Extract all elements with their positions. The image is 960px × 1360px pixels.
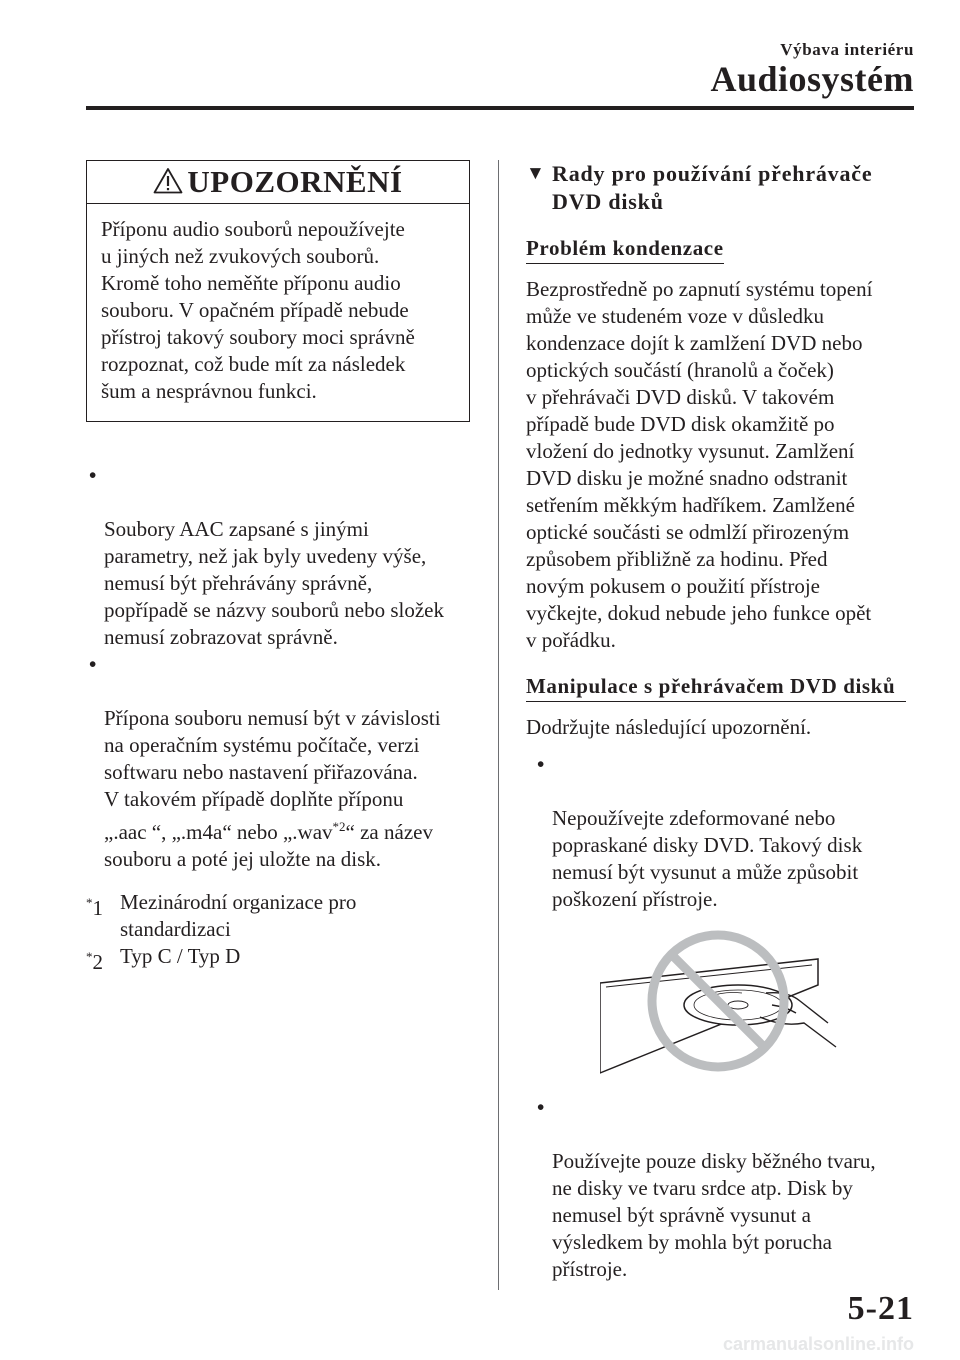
caution-title: UPOZORNĚNÍ xyxy=(187,164,403,199)
handling-bullet-list-2 xyxy=(526,1094,910,1283)
list-item xyxy=(86,462,470,651)
condensation-text: Bezprostředně po zapnutí systému topení může ve studeném voze v důsledku kondenzace dojít k zamlžení DVD nebo optických součástí (hranolů a čoček) v přehrávači DVD disků. V takovém případě bude DVD disk okamžitě po vložení do jednotky vysunut. Zamlžení DVD disku je možné snadno odstranit setřením měkkým hadříkem. Zamlžené optické součásti se odmlží přirozeným způsobem přibližně za hodinu. Před novým pokusem o použití přístroje vyčkejte, dokud nebude jeho funkce opět v pořádku. xyxy=(526,277,873,652)
section-title xyxy=(526,160,910,216)
footnotes xyxy=(86,889,470,976)
footnote-text: Typ C / Typ D xyxy=(120,944,241,968)
handling-intro: Dodržujte následující upozornění. xyxy=(526,715,812,739)
footnote-mark: *2 xyxy=(86,949,103,974)
bullet-icon: • xyxy=(537,752,545,776)
no-deformed-disc-icon xyxy=(600,927,844,1075)
bullet-icon: • xyxy=(89,463,97,487)
caution-box xyxy=(86,160,470,422)
triangle-marker-icon: ▼ xyxy=(526,163,546,184)
warning-triangle-icon xyxy=(153,167,183,194)
list-item-text-end: “ za název souboru a poté jej uložte na disk. xyxy=(104,820,433,871)
footnote-ref: *2 xyxy=(332,819,346,834)
list-item-text-start: Přípona souboru nemusí být v závislosti na operačním systému počítače, verzi softwaru nebo nastavení přiřazována. V takovém případě doplňte příponu „.aac “, „.m4a“ nebo „.wav xyxy=(104,706,441,844)
column-divider xyxy=(498,160,499,1290)
list-item-text: Soubory AAC zapsané s jinými parametry, než jak byly uvedeny výše, nemusí být přehrávány správně, popřípadě se názvy souborů nebo složek nemusí zobrazovat správně. xyxy=(104,517,444,649)
section-title-text: Rady pro používání přehrávače DVD disků xyxy=(552,161,873,214)
list-item-text: Používejte pouze disky běžného tvaru, ne disky ve tvaru srdce atp. Disk by nemusel být správně vysunut a výsledkem by mohla být porucha přístroje. xyxy=(552,1149,876,1281)
footnote-text: Mezinárodní organizace pro standardizaci xyxy=(120,890,357,941)
left-column xyxy=(86,160,470,976)
header-title: Audiosystém xyxy=(710,59,914,99)
bullet-icon: • xyxy=(537,1095,545,1119)
header-section-label: Výbava interiéru xyxy=(780,40,914,59)
left-bullet-list xyxy=(86,462,470,873)
header-rule xyxy=(86,106,914,110)
footnote-mark: *1 xyxy=(86,895,103,920)
list-item xyxy=(534,751,910,913)
subheading-condensation: Problém kondenzace xyxy=(526,236,724,264)
right-column xyxy=(526,160,910,1283)
subheading-handling: Manipulace s přehrávačem DVD disků xyxy=(526,674,906,702)
page-number: 5-21 xyxy=(847,1290,914,1327)
footnote xyxy=(86,943,470,976)
list-item xyxy=(86,651,470,873)
watermark: carmanualsonline.info xyxy=(722,1334,914,1354)
list-item xyxy=(534,1094,910,1283)
list-item-text: Nepoužívejte zdeformované nebo popraskané disky DVD. Takový disk nemusí být vysunut a může způsobit poškození přístroje. xyxy=(552,806,863,911)
handling-bullet-list xyxy=(526,751,910,913)
caution-header xyxy=(87,161,469,204)
footnote xyxy=(86,889,470,943)
caution-text: Příponu audio souborů nepoužívejte u jiných než zvukových souborů. Kromě toho neměňte příponu audio souboru. V opačném případě nebude přístroj takový soubory moci správně rozpoznat, což bude mít za následek šum a nesprávnou funkci. xyxy=(101,217,415,403)
bullet-icon: • xyxy=(89,652,97,676)
